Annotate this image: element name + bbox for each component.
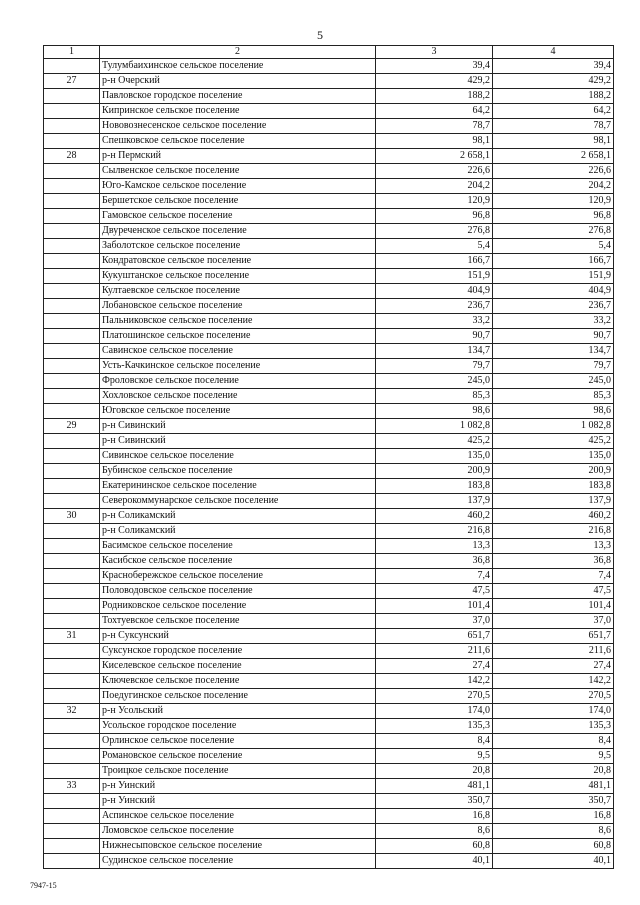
name-cell: Лобановское сельское поселение xyxy=(100,299,376,314)
name-cell: Судинское сельское поселение xyxy=(100,854,376,869)
value-col4-cell: 39,4 xyxy=(493,59,614,74)
name-cell: Усольское городское поселение xyxy=(100,719,376,734)
value-col3-cell: 13,3 xyxy=(376,539,493,554)
table-row xyxy=(44,599,614,614)
value-col4-cell: 7,4 xyxy=(493,569,614,584)
row-number-cell xyxy=(44,449,100,464)
value-col4-cell: 5,4 xyxy=(493,239,614,254)
row-number-cell xyxy=(44,89,100,104)
name-cell: р-н Уинский xyxy=(100,779,376,794)
table-row xyxy=(44,584,614,599)
row-number-cell xyxy=(44,554,100,569)
table-row xyxy=(44,254,614,269)
value-col4-cell: 481,1 xyxy=(493,779,614,794)
value-col4-cell: 200,9 xyxy=(493,464,614,479)
table-row xyxy=(44,329,614,344)
value-col4-cell: 13,3 xyxy=(493,539,614,554)
value-col4-cell: 79,7 xyxy=(493,359,614,374)
value-col4-cell: 120,9 xyxy=(493,194,614,209)
name-cell: Екатерининское сельское поселение xyxy=(100,479,376,494)
name-cell: Краснобережское сельское поселение xyxy=(100,569,376,584)
row-number-cell xyxy=(44,434,100,449)
row-number-cell xyxy=(44,404,100,419)
value-col3-cell: 36,8 xyxy=(376,554,493,569)
row-number-cell xyxy=(44,299,100,314)
name-cell: р-н Сивинский xyxy=(100,434,376,449)
table-row xyxy=(44,704,614,719)
value-col3-cell: 47,5 xyxy=(376,584,493,599)
value-col4-cell: 404,9 xyxy=(493,284,614,299)
row-number-cell xyxy=(44,329,100,344)
name-cell: Култаевское сельское поселение xyxy=(100,284,376,299)
row-number-cell xyxy=(44,464,100,479)
table-row xyxy=(44,659,614,674)
value-col3-cell: 226,6 xyxy=(376,164,493,179)
table-row xyxy=(44,314,614,329)
header-col-2: 2 xyxy=(100,46,376,59)
table-row xyxy=(44,524,614,539)
value-col3-cell: 183,8 xyxy=(376,479,493,494)
value-col4-cell: 2 658,1 xyxy=(493,149,614,164)
table-row xyxy=(44,59,614,74)
value-col3-cell: 174,0 xyxy=(376,704,493,719)
header-col-4: 4 xyxy=(493,46,614,59)
value-col4-cell: 236,7 xyxy=(493,299,614,314)
value-col4-cell: 8,6 xyxy=(493,824,614,839)
name-cell: Ключевское сельское поселение xyxy=(100,674,376,689)
row-number-cell xyxy=(44,749,100,764)
table-row xyxy=(44,344,614,359)
name-cell: Усть-Качкинское сельское поселение xyxy=(100,359,376,374)
name-cell: Касибское сельское поселение xyxy=(100,554,376,569)
value-col3-cell: 79,7 xyxy=(376,359,493,374)
table-row xyxy=(44,374,614,389)
value-col4-cell: 226,6 xyxy=(493,164,614,179)
value-col4-cell: 1 082,8 xyxy=(493,419,614,434)
value-col4-cell: 211,6 xyxy=(493,644,614,659)
table-row xyxy=(44,74,614,89)
value-col3-cell: 135,3 xyxy=(376,719,493,734)
value-col4-cell: 151,9 xyxy=(493,269,614,284)
table-row xyxy=(44,674,614,689)
name-cell: Троицкое сельское поселение xyxy=(100,764,376,779)
value-col4-cell: 134,7 xyxy=(493,344,614,359)
table-row xyxy=(44,239,614,254)
value-col4-cell: 60,8 xyxy=(493,839,614,854)
row-number-cell xyxy=(44,284,100,299)
table-row xyxy=(44,569,614,584)
row-number-cell: 32 xyxy=(44,704,100,719)
row-number-cell xyxy=(44,494,100,509)
table-header xyxy=(44,46,614,59)
value-col3-cell: 188,2 xyxy=(376,89,493,104)
value-col4-cell: 33,2 xyxy=(493,314,614,329)
row-number-cell xyxy=(44,689,100,704)
table-row xyxy=(44,449,614,464)
name-cell: Половодовское сельское поселение xyxy=(100,584,376,599)
value-col3-cell: 429,2 xyxy=(376,74,493,89)
row-number-cell xyxy=(44,584,100,599)
name-cell: Кукуштанское сельское поселение xyxy=(100,269,376,284)
row-number-cell: 28 xyxy=(44,149,100,164)
row-number-cell xyxy=(44,164,100,179)
row-number-cell xyxy=(44,794,100,809)
row-number-cell xyxy=(44,179,100,194)
row-number-cell xyxy=(44,539,100,554)
table-row xyxy=(44,794,614,809)
value-col3-cell: 120,9 xyxy=(376,194,493,209)
value-col3-cell: 350,7 xyxy=(376,794,493,809)
name-cell: Платошинское сельское поселение xyxy=(100,329,376,344)
row-number-cell xyxy=(44,209,100,224)
value-col4-cell: 9,5 xyxy=(493,749,614,764)
value-col3-cell: 40,1 xyxy=(376,854,493,869)
value-col3-cell: 64,2 xyxy=(376,104,493,119)
name-cell: Заболотское сельское поселение xyxy=(100,239,376,254)
table-body xyxy=(44,59,614,869)
value-col4-cell: 183,8 xyxy=(493,479,614,494)
table-row xyxy=(44,554,614,569)
value-col3-cell: 2 658,1 xyxy=(376,149,493,164)
table-row xyxy=(44,464,614,479)
name-cell: р-н Пермский xyxy=(100,149,376,164)
name-cell: Савинское сельское поселение xyxy=(100,344,376,359)
table-row xyxy=(44,134,614,149)
name-cell: Юговское сельское поселение xyxy=(100,404,376,419)
table-row xyxy=(44,854,614,869)
value-col4-cell: 166,7 xyxy=(493,254,614,269)
name-cell: р-н Усольский xyxy=(100,704,376,719)
value-col4-cell: 460,2 xyxy=(493,509,614,524)
name-cell: Сивинское сельское поселение xyxy=(100,449,376,464)
name-cell: Поедугинское сельское поселение xyxy=(100,689,376,704)
page-number: 5 xyxy=(317,28,323,42)
row-number-cell xyxy=(44,524,100,539)
value-col4-cell: 98,1 xyxy=(493,134,614,149)
name-cell: Двуреченское сельское поселение xyxy=(100,224,376,239)
value-col3-cell: 1 082,8 xyxy=(376,419,493,434)
row-number-cell xyxy=(44,674,100,689)
row-number-cell: 30 xyxy=(44,509,100,524)
table-row xyxy=(44,689,614,704)
name-cell: Тохтуевское сельское поселение xyxy=(100,614,376,629)
value-col3-cell: 37,0 xyxy=(376,614,493,629)
row-number-cell xyxy=(44,479,100,494)
table-row xyxy=(44,284,614,299)
name-cell: Суксунское городское поселение xyxy=(100,644,376,659)
row-number-cell xyxy=(44,389,100,404)
name-cell: Родниковское сельское поселение xyxy=(100,599,376,614)
value-col3-cell: 98,6 xyxy=(376,404,493,419)
table-row xyxy=(44,509,614,524)
table-row xyxy=(44,194,614,209)
name-cell: Нижнесыповское сельское поселение xyxy=(100,839,376,854)
value-col4-cell: 98,6 xyxy=(493,404,614,419)
row-number-cell xyxy=(44,659,100,674)
name-cell: р-н Соликамский xyxy=(100,524,376,539)
value-col4-cell: 37,0 xyxy=(493,614,614,629)
table-row xyxy=(44,389,614,404)
value-col3-cell: 39,4 xyxy=(376,59,493,74)
value-col4-cell: 20,8 xyxy=(493,764,614,779)
value-col3-cell: 204,2 xyxy=(376,179,493,194)
value-col3-cell: 33,2 xyxy=(376,314,493,329)
value-col4-cell: 78,7 xyxy=(493,119,614,134)
row-number-cell: 31 xyxy=(44,629,100,644)
row-number-cell xyxy=(44,254,100,269)
value-col3-cell: 90,7 xyxy=(376,329,493,344)
table-row xyxy=(44,824,614,839)
table-row xyxy=(44,419,614,434)
value-col3-cell: 134,7 xyxy=(376,344,493,359)
name-cell: р-н Уинский xyxy=(100,794,376,809)
value-col3-cell: 200,9 xyxy=(376,464,493,479)
value-col3-cell: 96,8 xyxy=(376,209,493,224)
value-col3-cell: 151,9 xyxy=(376,269,493,284)
value-col4-cell: 142,2 xyxy=(493,674,614,689)
name-cell: Киселевское сельское поселение xyxy=(100,659,376,674)
row-number-cell xyxy=(44,839,100,854)
row-number-cell xyxy=(44,599,100,614)
name-cell: Кипринское сельское поселение xyxy=(100,104,376,119)
value-col4-cell: 137,9 xyxy=(493,494,614,509)
value-col4-cell: 101,4 xyxy=(493,599,614,614)
value-col4-cell: 245,0 xyxy=(493,374,614,389)
value-col3-cell: 481,1 xyxy=(376,779,493,794)
row-number-cell xyxy=(44,194,100,209)
row-number-cell xyxy=(44,764,100,779)
value-col3-cell: 27,4 xyxy=(376,659,493,674)
value-col3-cell: 135,0 xyxy=(376,449,493,464)
value-col3-cell: 5,4 xyxy=(376,239,493,254)
name-cell: Басимское сельское поселение xyxy=(100,539,376,554)
table-row xyxy=(44,644,614,659)
value-col4-cell: 90,7 xyxy=(493,329,614,344)
row-number-cell xyxy=(44,569,100,584)
value-col3-cell: 245,0 xyxy=(376,374,493,389)
name-cell: Юго-Камское сельское поселение xyxy=(100,179,376,194)
name-cell: Фроловское сельское поселение xyxy=(100,374,376,389)
value-col3-cell: 276,8 xyxy=(376,224,493,239)
value-col3-cell: 211,6 xyxy=(376,644,493,659)
row-number-cell xyxy=(44,644,100,659)
value-col3-cell: 9,5 xyxy=(376,749,493,764)
name-cell: Сылвенское сельское поселение xyxy=(100,164,376,179)
name-cell: Романовское сельское поселение xyxy=(100,749,376,764)
value-col4-cell: 16,8 xyxy=(493,809,614,824)
table-row xyxy=(44,539,614,554)
value-col4-cell: 350,7 xyxy=(493,794,614,809)
value-col4-cell: 425,2 xyxy=(493,434,614,449)
value-col4-cell: 85,3 xyxy=(493,389,614,404)
name-cell: Пальниковское сельское поселение xyxy=(100,314,376,329)
row-number-cell xyxy=(44,269,100,284)
name-cell: р-н Сивинский xyxy=(100,419,376,434)
value-col4-cell: 36,8 xyxy=(493,554,614,569)
value-col3-cell: 16,8 xyxy=(376,809,493,824)
value-col3-cell: 8,4 xyxy=(376,734,493,749)
value-col4-cell: 204,2 xyxy=(493,179,614,194)
table-row xyxy=(44,104,614,119)
table-row xyxy=(44,719,614,734)
table-row xyxy=(44,734,614,749)
value-col4-cell: 40,1 xyxy=(493,854,614,869)
name-cell: Бершетское сельское поселение xyxy=(100,194,376,209)
row-number-cell: 29 xyxy=(44,419,100,434)
value-col3-cell: 101,4 xyxy=(376,599,493,614)
row-number-cell xyxy=(44,224,100,239)
value-col3-cell: 98,1 xyxy=(376,134,493,149)
row-number-cell xyxy=(44,614,100,629)
value-col3-cell: 216,8 xyxy=(376,524,493,539)
row-number-cell xyxy=(44,314,100,329)
value-col4-cell: 64,2 xyxy=(493,104,614,119)
name-cell: Орлинское сельское поселение xyxy=(100,734,376,749)
name-cell: Тулумбаихинское сельское поселение xyxy=(100,59,376,74)
value-col4-cell: 276,8 xyxy=(493,224,614,239)
table-row xyxy=(44,749,614,764)
header-row xyxy=(44,46,614,59)
table-row xyxy=(44,89,614,104)
value-col3-cell: 404,9 xyxy=(376,284,493,299)
table-row xyxy=(44,434,614,449)
table-row xyxy=(44,809,614,824)
table-row xyxy=(44,209,614,224)
table-row xyxy=(44,629,614,644)
name-cell: Хохловское сельское поселение xyxy=(100,389,376,404)
name-cell: Северокоммунарское сельское поселение xyxy=(100,494,376,509)
header-col-1: 1 xyxy=(44,46,100,59)
value-col4-cell: 96,8 xyxy=(493,209,614,224)
row-number-cell xyxy=(44,119,100,134)
table-row xyxy=(44,479,614,494)
value-col3-cell: 85,3 xyxy=(376,389,493,404)
value-col4-cell: 135,3 xyxy=(493,719,614,734)
value-col3-cell: 20,8 xyxy=(376,764,493,779)
row-number-cell xyxy=(44,719,100,734)
name-cell: Бубинское сельское поселение xyxy=(100,464,376,479)
value-col3-cell: 7,4 xyxy=(376,569,493,584)
value-col3-cell: 142,2 xyxy=(376,674,493,689)
row-number-cell xyxy=(44,104,100,119)
row-number-cell xyxy=(44,359,100,374)
value-col4-cell: 188,2 xyxy=(493,89,614,104)
value-col3-cell: 425,2 xyxy=(376,434,493,449)
table-row xyxy=(44,494,614,509)
value-col4-cell: 135,0 xyxy=(493,449,614,464)
value-col3-cell: 460,2 xyxy=(376,509,493,524)
row-number-cell xyxy=(44,824,100,839)
name-cell: р-н Соликамский xyxy=(100,509,376,524)
table-row xyxy=(44,779,614,794)
footer-code: 7947-15 xyxy=(30,881,57,890)
row-number-cell xyxy=(44,59,100,74)
table-row xyxy=(44,164,614,179)
name-cell: Гамовское сельское поселение xyxy=(100,209,376,224)
name-cell: Павловское городское поселение xyxy=(100,89,376,104)
row-number-cell xyxy=(44,734,100,749)
row-number-cell xyxy=(44,134,100,149)
value-col3-cell: 270,5 xyxy=(376,689,493,704)
row-number-cell xyxy=(44,809,100,824)
table-row xyxy=(44,404,614,419)
value-col3-cell: 60,8 xyxy=(376,839,493,854)
row-number-cell: 33 xyxy=(44,779,100,794)
row-number-cell xyxy=(44,854,100,869)
table-row xyxy=(44,224,614,239)
value-col3-cell: 236,7 xyxy=(376,299,493,314)
name-cell: р-н Суксунский xyxy=(100,629,376,644)
value-col4-cell: 429,2 xyxy=(493,74,614,89)
name-cell: р-н Очерский xyxy=(100,74,376,89)
name-cell: Кондратовское сельское поселение xyxy=(100,254,376,269)
value-col4-cell: 651,7 xyxy=(493,629,614,644)
value-col4-cell: 270,5 xyxy=(493,689,614,704)
value-col3-cell: 651,7 xyxy=(376,629,493,644)
name-cell: Нововознесенское сельское поселение xyxy=(100,119,376,134)
value-col4-cell: 8,4 xyxy=(493,734,614,749)
value-col3-cell: 8,6 xyxy=(376,824,493,839)
row-number-cell xyxy=(44,344,100,359)
table-row xyxy=(44,119,614,134)
table-row xyxy=(44,149,614,164)
table-row xyxy=(44,764,614,779)
value-col3-cell: 166,7 xyxy=(376,254,493,269)
table-row xyxy=(44,839,614,854)
value-col4-cell: 27,4 xyxy=(493,659,614,674)
name-cell: Спешковское сельское поселение xyxy=(100,134,376,149)
name-cell: Аспинское сельское поселение xyxy=(100,809,376,824)
table-row xyxy=(44,359,614,374)
value-col4-cell: 174,0 xyxy=(493,704,614,719)
table-row xyxy=(44,269,614,284)
value-col3-cell: 78,7 xyxy=(376,119,493,134)
value-col3-cell: 137,9 xyxy=(376,494,493,509)
row-number-cell xyxy=(44,239,100,254)
row-number-cell: 27 xyxy=(44,74,100,89)
row-number-cell xyxy=(44,374,100,389)
name-cell: Ломовское сельское поселение xyxy=(100,824,376,839)
table-row xyxy=(44,614,614,629)
header-col-3: 3 xyxy=(376,46,493,59)
table-row xyxy=(44,179,614,194)
value-col4-cell: 47,5 xyxy=(493,584,614,599)
allocation-table xyxy=(43,45,614,869)
table-row xyxy=(44,299,614,314)
value-col4-cell: 216,8 xyxy=(493,524,614,539)
